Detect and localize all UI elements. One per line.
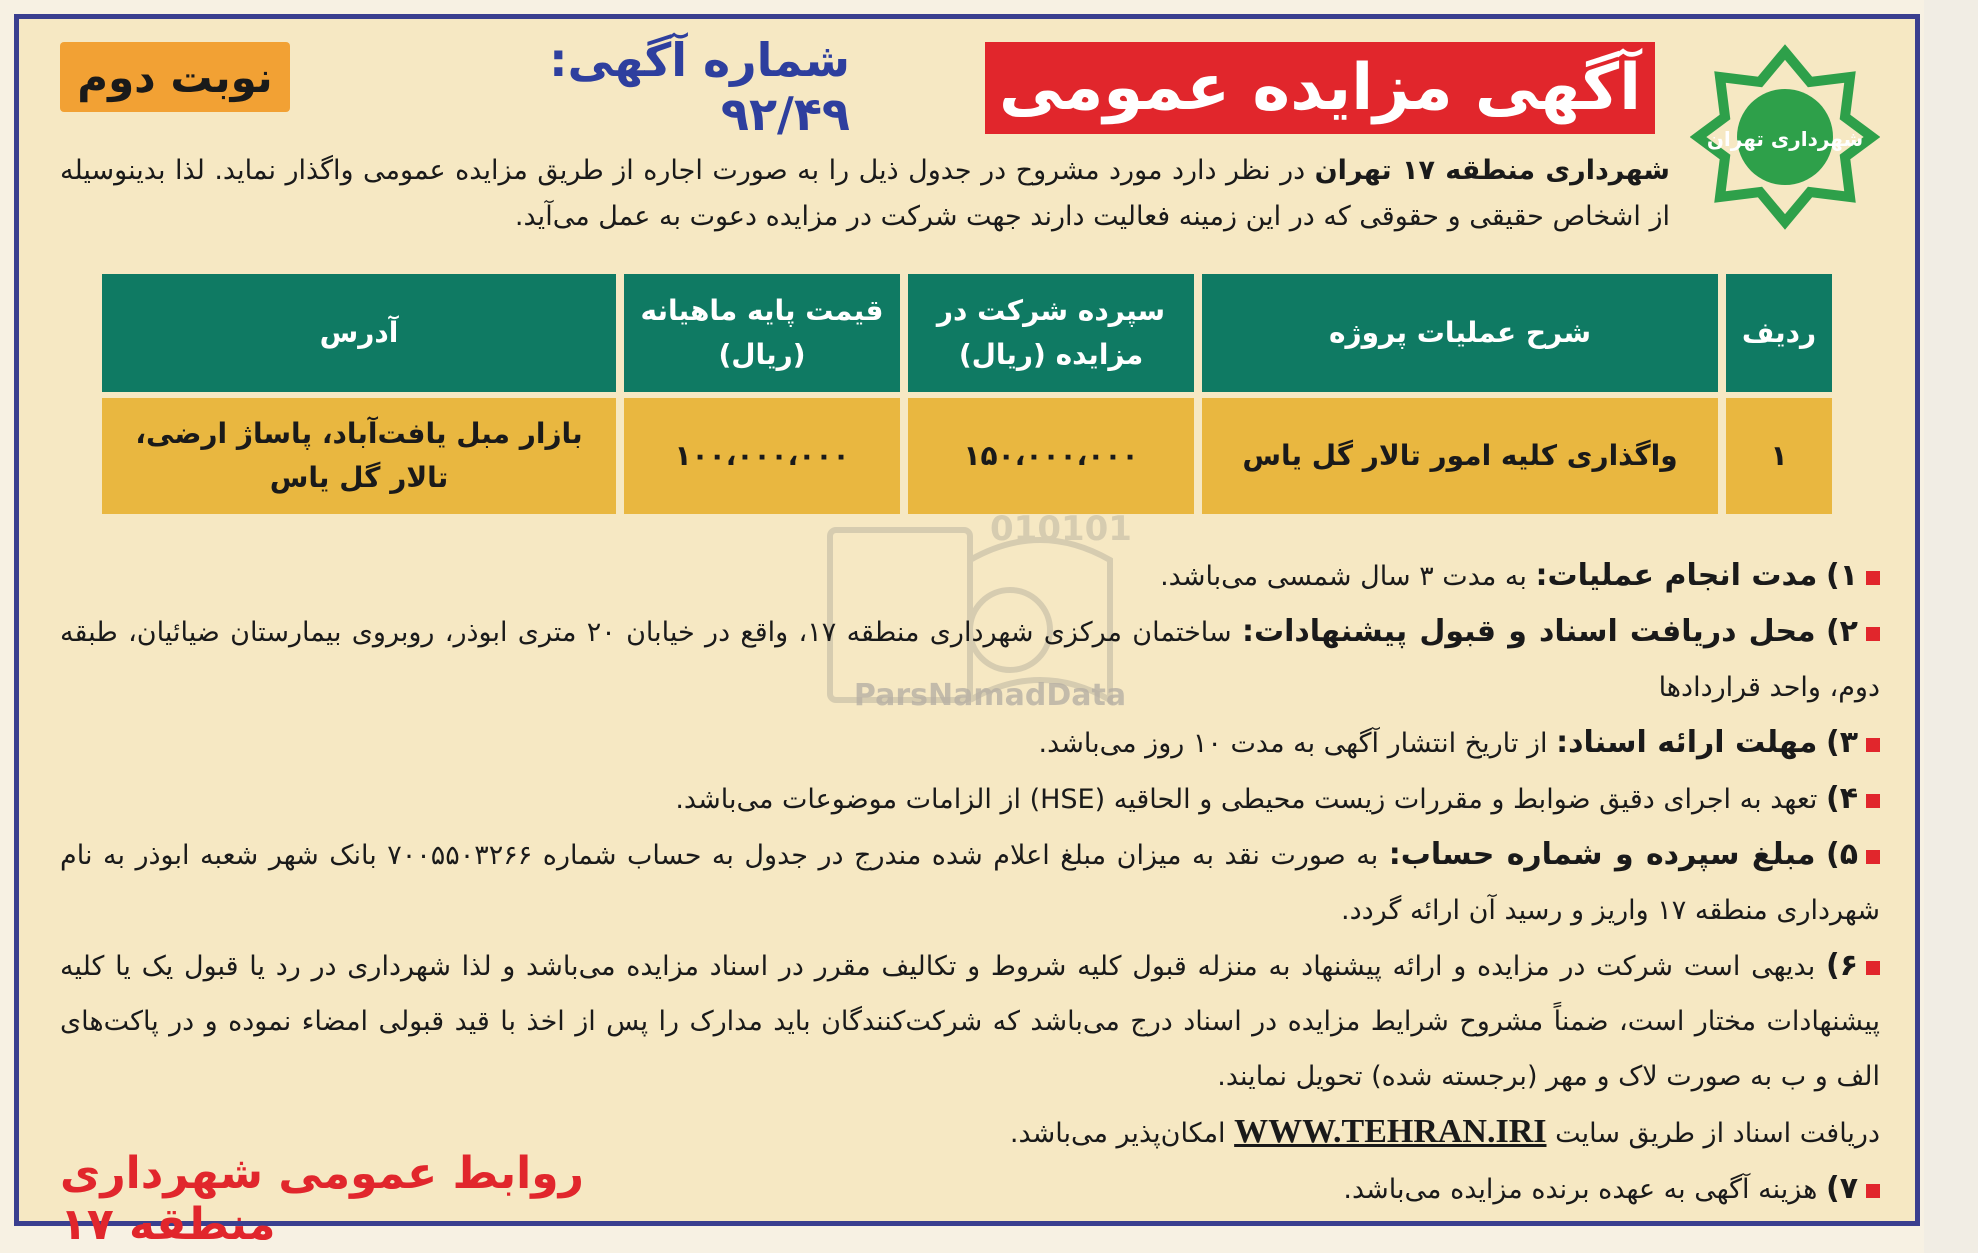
- bullet-icon: [1866, 1184, 1880, 1198]
- round-badge: نوبت دوم: [60, 42, 290, 112]
- clause-1: ۱) مدت انجام عملیات: به مدت ۳ سال شمسی می‌باشد.: [60, 548, 1880, 604]
- watermark-brand: ParsNamadData: [853, 678, 1127, 713]
- bullet-icon: [1866, 627, 1880, 641]
- intro-org: شهرداری منطقه ۱۷ تهران: [1314, 155, 1670, 186]
- notice-title: آگهی مزایده عمومی: [985, 42, 1655, 134]
- svg-text:شهرداری تهران: شهرداری تهران: [1706, 127, 1864, 151]
- cell-row-number: ۱: [1726, 398, 1832, 514]
- clauses-list: [60, 548, 1880, 1250]
- footer-signature: روابط عمومی شهرداری منطقه ۱۷: [60, 1148, 584, 1250]
- bullet-icon: [1866, 738, 1880, 752]
- header-base-price: قیمت پایه ماهیانه (ریال): [624, 274, 900, 392]
- clause-3: ۳) مهلت ارائه اسناد: از تاریخ انتشار آگهی به مدت ۱۰ روز می‌باشد.: [60, 715, 1880, 771]
- bullet-icon: [1866, 850, 1880, 864]
- ad-number: شماره آگهی: ۹۲/۴۹: [549, 33, 850, 141]
- auction-table: [94, 268, 1840, 520]
- bullet-icon: [1866, 961, 1880, 975]
- cell-address: بازار مبل یافت‌آباد، پاساژ ارضی، تالار گل یاس: [102, 398, 616, 514]
- download-note: دریافت اسناد از طریق سایت WWW.TEHRAN.IRI امکان‌پذیر می‌باشد.: [1009, 1113, 1880, 1150]
- header-description: شرح عملیات پروژه: [1202, 274, 1718, 392]
- clause-5: ۵) مبلغ سپرده و شماره حساب: به صورت نقد به میزان مبلغ اعلام شده مندرج در جدول به حساب شماره ۷۰۰۵۵۰۳۲۶۶ بانک شهر شعبه ابوذر به نام شهرداری منطقه ۱۷ واریز و رسید آن ارائه گردد.: [60, 837, 1880, 926]
- clause-2: ۲) محل دریافت اسناد و قبول پیشنهادات: ساختمان مرکزی شهرداری منطقه ۱۷، واقع در خیابان ۲۰ متری ابوذر، روبروی بیمارستان ضیائیان، طبقه دوم، واحد قراردادها: [60, 614, 1880, 703]
- cell-deposit: ۱۵۰،۰۰۰،۰۰۰: [908, 398, 1194, 514]
- clause-7: ۷) هزینه آگهی به عهده برنده مزایده می‌باشد.: [60, 1161, 1880, 1217]
- header-address: آدرس: [102, 274, 616, 392]
- page-edge: [1924, 0, 1978, 1253]
- bullet-icon: [1866, 794, 1880, 808]
- cell-base-price: ۱۰۰،۰۰۰،۰۰۰: [624, 398, 900, 514]
- table-header-row: [102, 274, 1832, 392]
- cell-description: واگذاری کلیه امور تالار گل یاس: [1202, 398, 1718, 514]
- clause-4: ۴) تعهد به اجرای دقیق ضوابط و مقررات زیست محیطی و الحاقیه (HSE) از الزامات موضوعات می‌باشد.: [60, 771, 1880, 827]
- table-row: [102, 398, 1832, 514]
- intro-paragraph: [60, 148, 1670, 240]
- website-link[interactable]: WWW.TEHRAN.IRI: [1234, 1113, 1547, 1150]
- header-row-number: ردیف: [1726, 274, 1832, 392]
- header-deposit: سپرده شرکت در مزایده (ریال): [908, 274, 1194, 392]
- svg-text:010101: 010101: [990, 509, 1132, 549]
- bullet-icon: [1866, 571, 1880, 585]
- tehran-municipality-logo: [1690, 42, 1880, 232]
- intro-text: در نظر دارد مورد مشروح در جدول ذیل را به صورت اجاره از طریق مزایده عمومی واگذار نماید. لذا بدینوسیله از اشخاص حقیقی و حقوقی که در این زمینه فعالیت دارند جهت شرکت در مزایده دعوت به عمل می‌آید.: [60, 155, 1670, 232]
- clause-6: ۶) بدیهی است شرکت در مزایده و ارائه پیشنهاد به منزله قبول کلیه شروط و تکالیف مقرر در اسناد مزایده می‌باشد و لذا شهرداری در رد یا قبول یک یا کلیه پیشنهادات مختار است، ضمناً مشروح شرایط مزایده در اسناد درج می‌باشد که شرکت‌کنندگان باید مدارک را پس از اخذ با قید قبولی امضاء نموده و در پاکت‌های الف و ب به صورت لاک و مهر (برجسته شده) تحویل نمایند.: [60, 948, 1880, 1092]
